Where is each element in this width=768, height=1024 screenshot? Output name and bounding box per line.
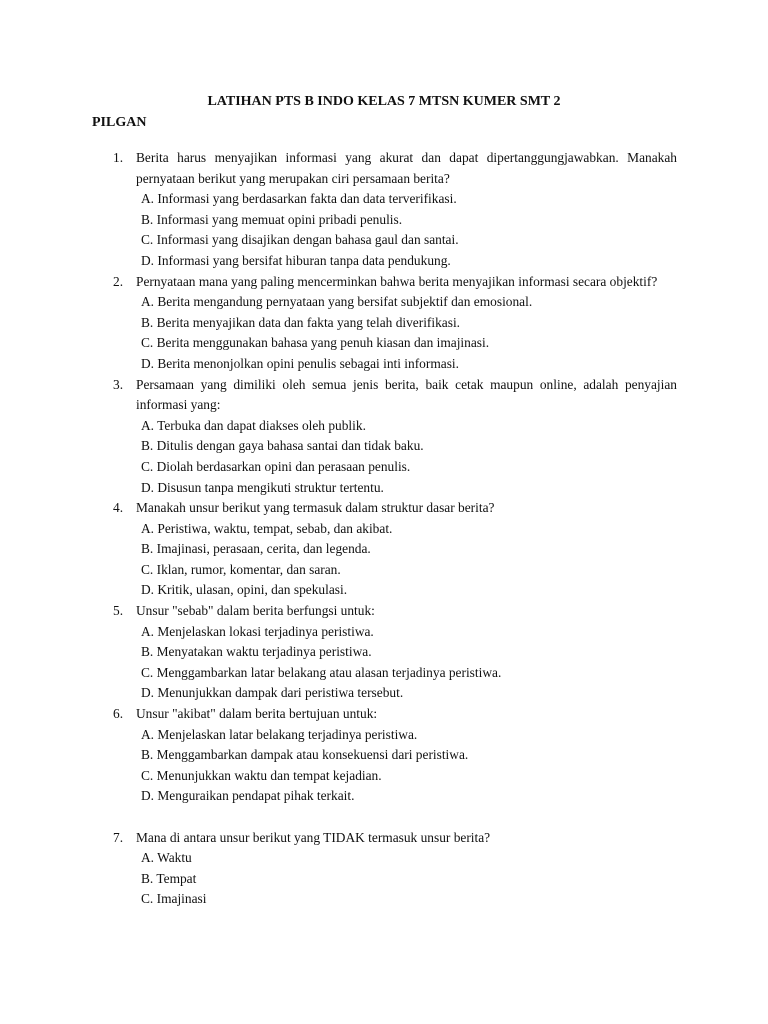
option-c: C. Imajinasi (141, 891, 207, 907)
option-d: D. Kritik, ulasan, opini, dan spekulasi. (141, 582, 348, 598)
option-b: B. Ditulis dengan gaya bahasa santai dan tidak baku. (141, 438, 424, 454)
option-list (0, 725, 768, 807)
question-list (0, 148, 768, 910)
option-d: D. Menunjukkan dampak dari peristiwa tersebut. (141, 685, 404, 701)
question-number: 7. (113, 829, 124, 845)
question-text: Unsur "sebab" dalam berita berfungsi untuk: (136, 603, 375, 619)
option-b: B. Menggambarkan dampak atau konsekuensi dari peristiwa. (141, 747, 469, 763)
question-number: 4. (113, 500, 124, 516)
option-list (0, 189, 768, 271)
option-d: D. Berita menonjolkan opini penulis sebagai inti informasi. (141, 355, 459, 371)
option-c: C. Berita menggunakan bahasa yang penuh kiasan dan imajinasi. (141, 335, 490, 351)
option-list (0, 292, 768, 374)
option-a: A. Menjelaskan lokasi terjadinya peristiwa. (141, 623, 374, 639)
option-b: B. Imajinasi, perasaan, cerita, dan legenda. (141, 541, 371, 557)
option-c: C. Diolah berdasarkan opini dan perasaan penulis. (141, 458, 411, 474)
question-number: 3. (113, 376, 124, 392)
option-c: C. Menggambarkan latar belakang atau alasan terjadinya peristiwa. (141, 664, 502, 680)
document-title: LATIHAN PTS B INDO KELAS 7 MTSN KUMER SMT 2 (207, 94, 561, 109)
option-a: A. Peristiwa, waktu, tempat, sebab, dan akibat. (141, 520, 393, 536)
option-c: C. Menunjukkan waktu dan tempat kejadian. (141, 767, 382, 783)
option-b: B. Berita menyajikan data dan fakta yang telah diverifikasi. (141, 314, 461, 330)
option-b: B. Tempat (141, 870, 197, 886)
question-text: Pernyataan mana yang paling mencerminkan bahwa berita menyajikan informasi secara objektif? (136, 273, 658, 289)
option-c: C. Iklan, rumor, komentar, dan saran. (141, 561, 341, 577)
option-a: A. Informasi yang berdasarkan fakta dan data terverifikasi. (141, 191, 457, 207)
question-number: 6. (113, 706, 124, 722)
option-list (0, 519, 768, 601)
question-text: Mana di antara unsur berikut yang TIDAK termasuk unsur berita? (136, 829, 491, 845)
question-2 (0, 272, 768, 375)
option-d: D. Disusun tanpa mengikuti struktur tertentu. (141, 479, 384, 495)
option-a: A. Terbuka dan dapat diakses oleh publik. (141, 417, 366, 433)
question-number: 1. (113, 150, 124, 165)
question-7 (0, 828, 768, 910)
question-number: 2. (113, 273, 124, 289)
question-text: Manakah unsur berikut yang termasuk dalam struktur dasar berita? (136, 500, 495, 516)
option-list (0, 848, 768, 910)
option-d: D. Menguraikan pendapat pihak terkait. (141, 788, 355, 804)
option-a: A. Menjelaskan latar belakang terjadinya peristiwa. (141, 726, 418, 742)
option-list (0, 416, 768, 498)
question-text: Unsur "akibat" dalam berita bertujuan untuk: (136, 706, 378, 722)
option-a: A. Waktu (141, 850, 192, 866)
option-c: C. Informasi yang disajikan dengan bahasa gaul dan santai. (141, 232, 459, 248)
question-6 (0, 704, 768, 807)
question-text: Persamaan yang dimiliki oleh semua jenis berita, baik cetak maupun online, adalah penyajian informasi yang: (136, 376, 677, 413)
question-number: 5. (113, 603, 124, 619)
section-heading: PILGAN (92, 115, 147, 130)
question-1 (0, 148, 768, 272)
option-a: A. Berita mengandung pernyataan yang bersifat subjektif dan emosional. (141, 294, 533, 310)
option-list (0, 622, 768, 704)
question-text: Berita harus menyajikan informasi yang akurat dan dapat dipertanggungjawabkan. Manakah pernyataan berikut yang merupakan ciri persamaan berita? (136, 150, 677, 186)
question-3 (0, 375, 768, 499)
option-b: B. Menyatakan waktu terjadinya peristiwa. (141, 644, 372, 660)
option-b: B. Informasi yang memuat opini pribadi penulis. (141, 211, 403, 227)
option-d: D. Informasi yang bersifat hiburan tanpa data pendukung. (141, 252, 451, 268)
question-5 (0, 601, 768, 704)
question-4 (0, 498, 768, 601)
